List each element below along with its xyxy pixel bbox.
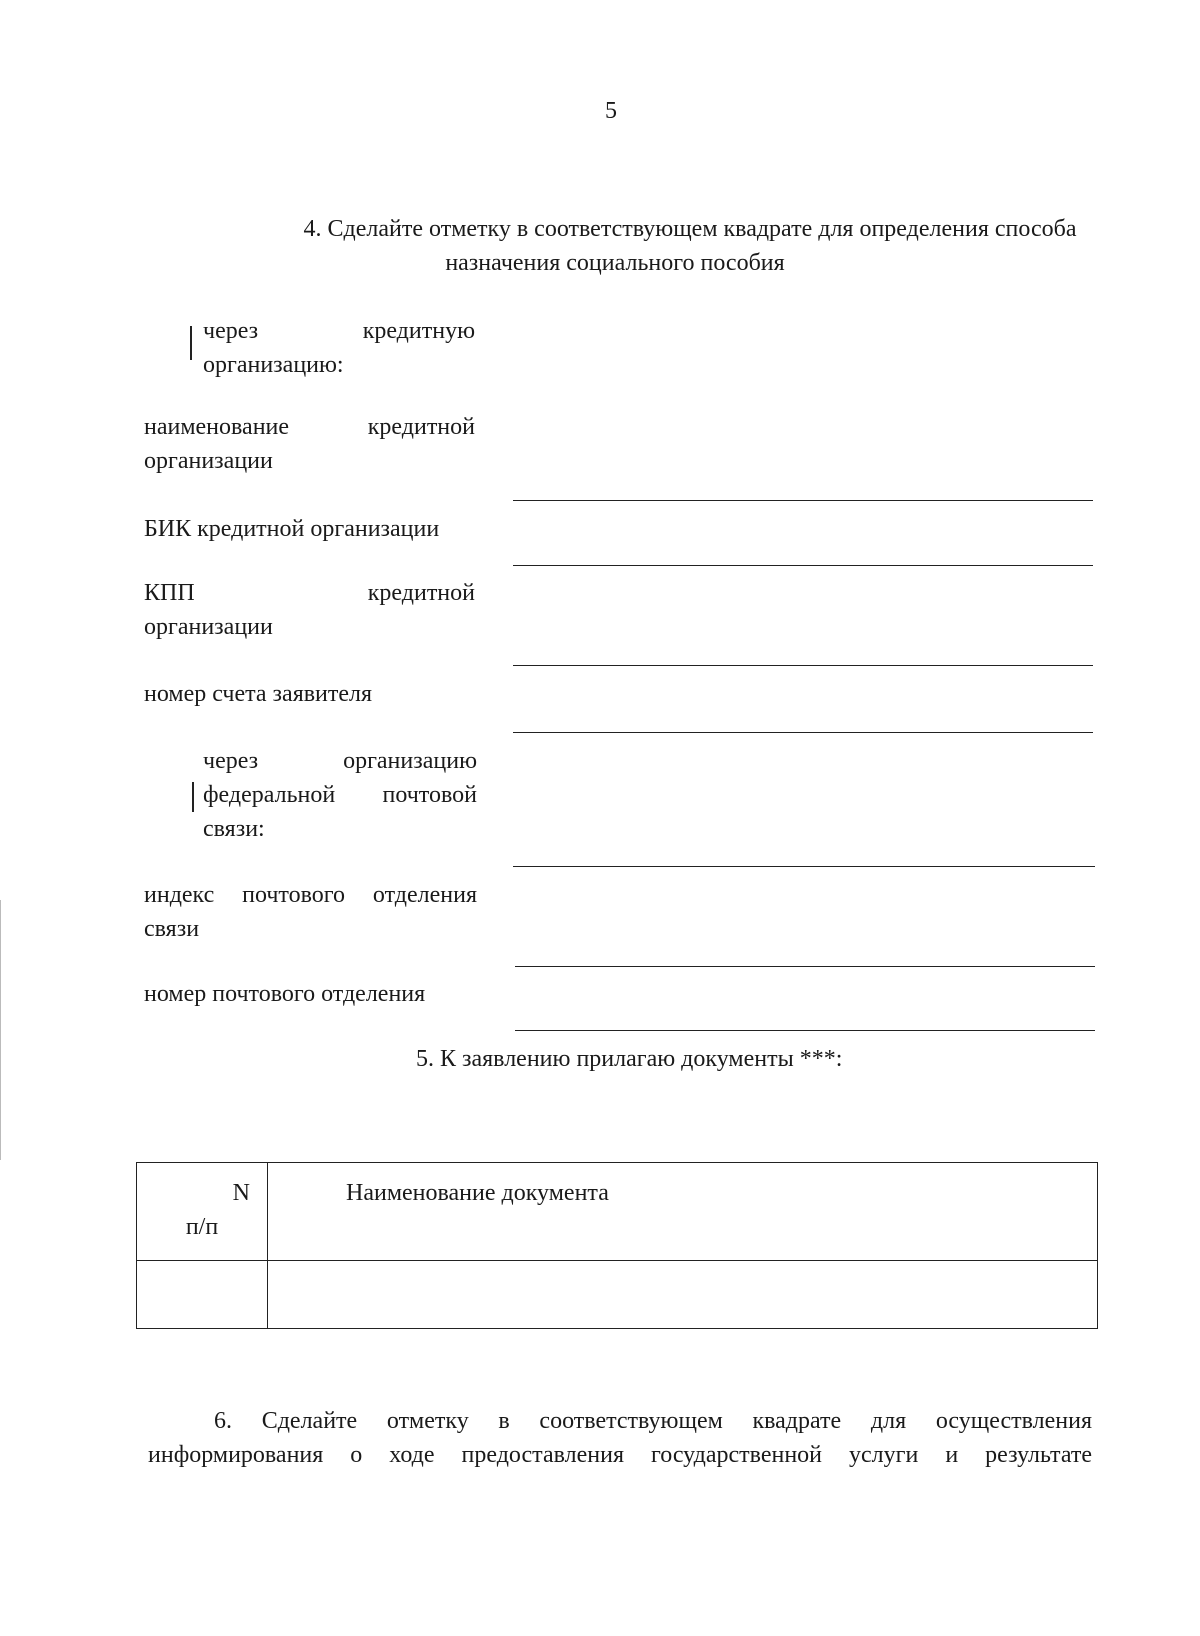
section-6-line-2: информирования о ходе предоставления государственной услуги и результате bbox=[148, 1442, 1092, 1468]
row-document-name-cell[interactable] bbox=[268, 1261, 1098, 1329]
option-post-label bbox=[203, 744, 477, 846]
bank-name-label bbox=[144, 410, 475, 478]
option-bank-label-word-2: кредитную bbox=[362, 318, 475, 344]
option-post-label-word-3: федеральной bbox=[203, 782, 336, 808]
option-bank-label-line-2: организацию: bbox=[203, 352, 344, 378]
checkbox-post-option[interactable] bbox=[192, 782, 194, 812]
bank-kpp-label-word-1: КПП bbox=[144, 580, 195, 606]
post-office-number-label: номер почтового отделения bbox=[144, 981, 426, 1007]
bank-name-label-word-1: наименование bbox=[144, 414, 290, 440]
page-number: 5 bbox=[605, 98, 617, 124]
documents-table-header-row bbox=[137, 1163, 1098, 1261]
option-post-label-word-2: организацию bbox=[343, 748, 477, 774]
header-number-abbrev: п/п bbox=[185, 1214, 219, 1240]
checkbox-bank-option[interactable] bbox=[190, 326, 192, 360]
row-number-cell[interactable] bbox=[137, 1261, 268, 1329]
post-index-field[interactable] bbox=[515, 966, 1095, 967]
post-option-field[interactable] bbox=[513, 866, 1095, 867]
option-post-label-word-4: почтовой bbox=[382, 782, 477, 808]
option-bank-label-word-1: через bbox=[203, 318, 259, 344]
account-number-field[interactable] bbox=[513, 732, 1093, 733]
bank-bik-label: БИК кредитной организации bbox=[144, 516, 440, 542]
option-bank-label bbox=[203, 314, 475, 382]
header-document-name-label: Наименование документа bbox=[346, 1180, 609, 1206]
section-4-heading-line-2: назначения социального пособия bbox=[445, 250, 785, 276]
header-cell-number bbox=[137, 1163, 268, 1261]
documents-table bbox=[136, 1162, 1098, 1329]
post-index-label-word-3: отделения bbox=[372, 882, 477, 908]
section-5-heading: 5. К заявлению прилагаю документы ***: bbox=[416, 1046, 843, 1072]
table-row bbox=[137, 1261, 1098, 1329]
bank-name-label-line-2: организации bbox=[144, 448, 273, 474]
bank-name-field[interactable] bbox=[513, 500, 1093, 501]
bank-kpp-label bbox=[144, 576, 475, 644]
option-post-label-line-3: связи: bbox=[203, 816, 265, 842]
account-number-label: номер счета заявителя bbox=[144, 681, 373, 707]
header-cell-document-name bbox=[268, 1163, 1098, 1261]
post-index-label bbox=[144, 878, 477, 946]
post-index-label-word-1: индекс bbox=[144, 882, 215, 908]
post-index-label-word-2: почтового bbox=[242, 882, 346, 908]
post-index-label-line-2: связи bbox=[144, 916, 200, 942]
option-post-label-word-1: через bbox=[203, 748, 259, 774]
post-office-number-field[interactable] bbox=[515, 1030, 1095, 1031]
bank-kpp-field[interactable] bbox=[513, 665, 1093, 666]
section-4-heading-line-1: 4. Сделайте отметку в соответствующем квадрате для определения способа bbox=[303, 216, 1077, 242]
bank-kpp-label-word-2: кредитной bbox=[367, 580, 475, 606]
bank-kpp-label-line-2: организации bbox=[144, 614, 273, 640]
bank-name-label-word-2: кредитной bbox=[367, 414, 475, 440]
header-number-symbol: N bbox=[232, 1180, 250, 1206]
section-6-line-1: 6. Сделайте отметку в соответствующем квадрате для осуществления bbox=[214, 1408, 1092, 1434]
bank-bik-field[interactable] bbox=[513, 565, 1093, 566]
scan-edge-mark bbox=[0, 900, 1, 1160]
